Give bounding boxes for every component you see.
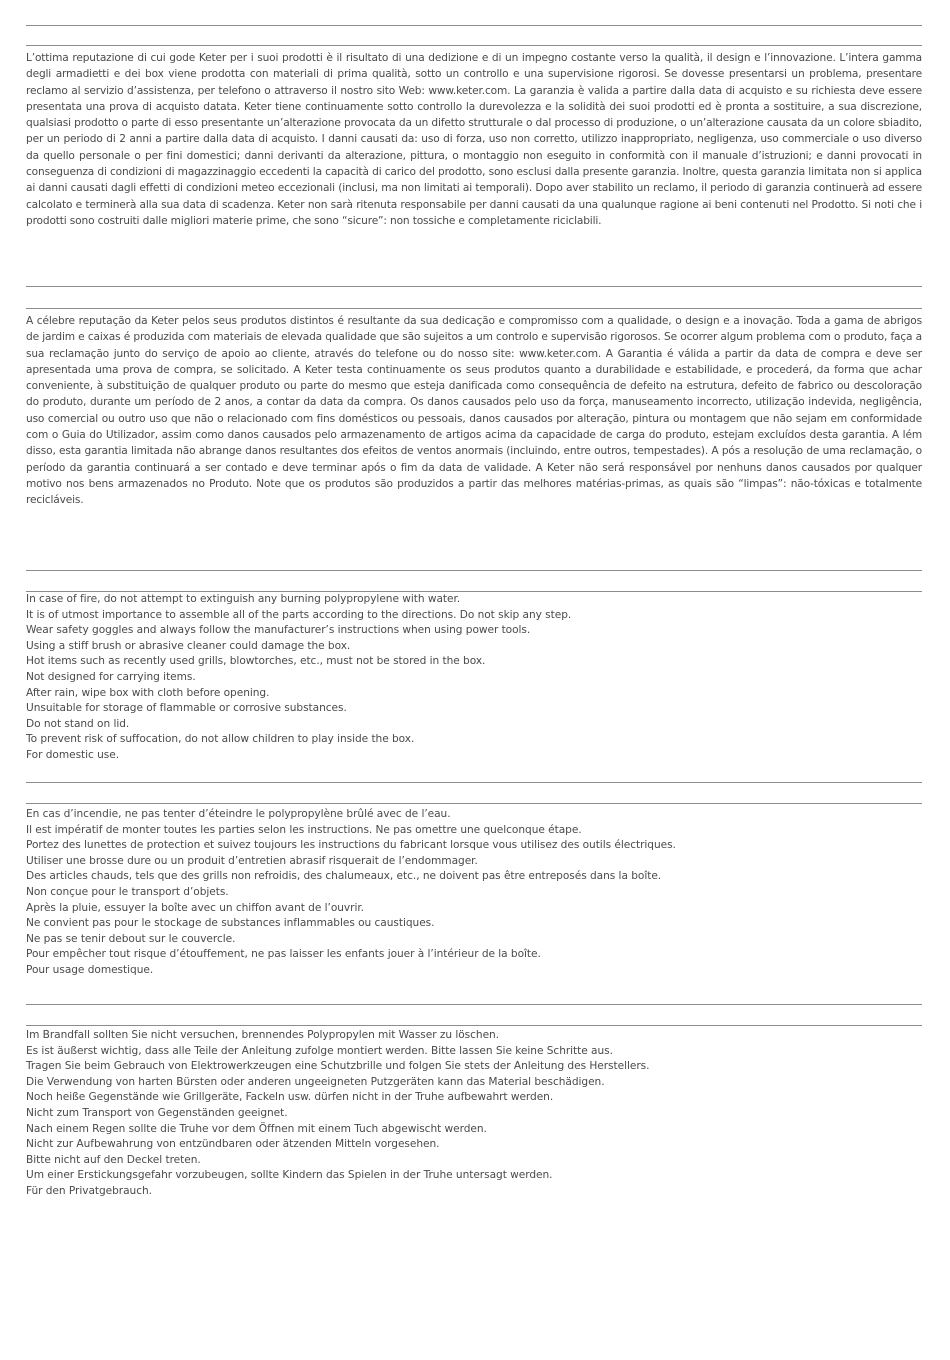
divider bbox=[26, 286, 922, 287]
divider bbox=[26, 1004, 922, 1005]
warranty-paragraph-portuguese: A célebre reputação da Keter pelos seus produtos distintos é resultante da sua dedicação e compromisso com a qualidade, o design e a inovação. Toda a gama de abrigos de jardim e caixas é produzida com materiais de elevada qualidade que são sujeitos a um controlo e supervisão rigorosos. Se ocorrer algum problema com o produto, faça a sua reclamação junto do serviço de apoio ao cliente, através do telefone ou do nosso site: www.keter.com. A Garantia é válida a partir da data de compra e deve ser apresentada uma prova de compra, se solicitado. A Keter testa continuamente os seus produtos quanto a durabilidade e estabilidade, e procederá, da forma que achar conveniente, à substituição de qualquer produto ou parte do mesmo que esteja danificada como consequência de defeito na estrutura, defeito de fabrico ou descoloração do produto, durante um período de 2 anos, a contar da data da compra. Os danos causados pelo uso da força, manuseamento incorrecto, utilização indevida, negligência, uso comercial ou outro uso que não o relacionado com fins domésticos ou pessoais, danos causados por alteração, pintura ou montagem que não sejam em conformidade com o Guia do Utilizador, assim como danos causados pelo armazenamento de artigos acima da capacidade de carga do produto, estejam excluídos desta garantia. A lém disso, esta garantia limitada não abrange danos resultantes dos efeitos de ventos anormais (incluindo, entre outros, tempestades). A pós a resolução de uma reclamação, o período da garantia continuará a ser contado e deve terminar após o fim da data de validade. A Keter não será responsável por nenhuns danos causados por qualquer motivo nos bens armazenados no Produto. Note que os produtos são produzidos a partir das melhores matérias-primas, as quais são “limpas”: não-tóxicas e totalmente recicláveis. bbox=[26, 315, 922, 507]
safety-line: Um einer Erstickungsgefahr vorzubeugen, sollte Kindern das Spielen in der Truhe untersagt werden. bbox=[26, 1169, 553, 1182]
safety-list-english bbox=[26, 592, 922, 764]
safety-line: Utiliser une brosse dure ou un produit d’entretien abrasif risquerait de l’endommager. bbox=[26, 854, 478, 867]
safety-list-german bbox=[26, 1028, 922, 1200]
safety-line: Nicht zum Transport von Gegenständen geeignet. bbox=[26, 1106, 288, 1119]
safety-line: Not designed for carrying items. bbox=[26, 670, 196, 683]
safety-line: Using a stiff brush or abrasive cleaner could damage the box. bbox=[26, 639, 351, 652]
divider bbox=[26, 570, 922, 571]
divider bbox=[26, 25, 922, 26]
safety-line: Die Verwendung von harten Bürsten oder anderen ungeeigneten Putzgeräten kann das Material beschädigen. bbox=[26, 1075, 605, 1088]
safety-line: Ne pas se tenir debout sur le couvercle. bbox=[26, 932, 236, 945]
safety-line: After rain, wipe box with cloth before opening. bbox=[26, 686, 270, 699]
safety-line: Il est impératif de monter toutes les parties selon les instructions. Ne pas omettre une quelconque étape. bbox=[26, 823, 582, 836]
safety-line: Unsuitable for storage of flammable or corrosive substances. bbox=[26, 702, 347, 715]
safety-line: Pour usage domestique. bbox=[26, 963, 154, 976]
warranty-paragraph-italian: L’ottima reputazione di cui gode Keter per i suoi prodotti è il risultato di una dedizione e di un impegno costante verso la qualità, il design e l’innovazione. L’intera gamma degli armadietti e dei box viene prodotta con materiali di prima qualità, sotto un controllo e una supervisione rigorosi. Se dovesse presentarsi un problema, presentare reclamo al servizio d’assistenza, per telefono o attraverso il nostro sito Web: www.keter.com. La garanzia è valida a partire dalla data di acquisto e su richiesta deve essere presentata una prova di acquisto datata. Keter tiene continuamente sotto controllo la durevolezza e la solidità dei suoi prodotti ed è pronta a sostituire, a sua discrezione, qualsiasi prodotto o parte di esso presentante un’alterazione provocata da un difetto strutturale o dal processo di produzione, o un’alterazione causata da un colore sbiadito, per un periodo di 2 anni a partire dalla data di acquisto. I danni causati da: uso di forza, uso non corretto, utilizzo inappropriato, negligenza, uso commerciale o uso diverso da quello personale o per fini domestici; danni derivanti da alterazione, pittura, o montaggio non eseguito in conformità con il manuale d’istruzioni; e danni provocati in conseguenza di condizioni di magazzinaggio eccedenti la capacità di carico del prodotto, sono esclusi dalla presente garanzia. Inoltre, questa garanzia limitata non si applica ai danni causati dagli effetti di condizioni meteo eccezionali (inclusi, ma non limitati ai temporali). Dopo aver stabilito un reclamo, il periodo di garanzia continuerà ad essere calcolato e terminerà alla sua data di scadenza. Keter non sarà ritenuta responsabile per danni causati da una qualunque ragione ai beni contenuti nel Prodotto. Si noti che i prodotti sono costruiti dalle migliori materie prime, che sono “sicure”: non tossiche e completamente riciclabili. bbox=[26, 52, 922, 227]
safety-line: Des articles chauds, tels que des grills non refroidis, des chalumeaux, etc., ne doivent pas être entreposés dans la boîte. bbox=[26, 870, 662, 883]
safety-line: Nach einem Regen sollte die Truhe vor dem Öffnen mit einem Tuch abgewischt werden. bbox=[26, 1122, 487, 1135]
safety-line: To prevent risk of suffocation, do not allow children to play inside the box. bbox=[26, 733, 415, 746]
safety-line: Nicht zur Aufbewahrung von entzündbaren oder ätzenden Mitteln vorgesehen. bbox=[26, 1138, 440, 1151]
divider bbox=[26, 308, 922, 309]
safety-line: Im Brandfall sollten Sie nicht versuchen, brennendes Polypropylen mit Wasser zu löschen. bbox=[26, 1029, 500, 1041]
safety-line: For domestic use. bbox=[26, 748, 120, 761]
safety-line: Tragen Sie beim Gebrauch von Elektrowerkzeugen eine Schutzbrille und folgen Sie stets der Anleitung des Herstellers. bbox=[26, 1060, 650, 1073]
safety-line: Pour empêcher tout risque d’étouffement, ne pas laisser les enfants jouer à l’intérieur de la boîte. bbox=[26, 948, 541, 961]
safety-line: Après la pluie, essuyer la boîte avec un chiffon avant de l’ouvrir. bbox=[26, 901, 364, 914]
safety-line: Do not stand on lid. bbox=[26, 717, 130, 730]
safety-line: Portez des lunettes de protection et suivez toujours les instructions du fabricant lorsque vous utilisez des outils électriques. bbox=[26, 839, 676, 852]
divider bbox=[26, 803, 922, 804]
divider bbox=[26, 45, 922, 46]
safety-line: Bitte nicht auf den Deckel treten. bbox=[26, 1153, 201, 1166]
safety-line: Non conçue pour le transport d’objets. bbox=[26, 885, 229, 898]
divider bbox=[26, 1025, 922, 1026]
safety-line: Ne convient pas pour le stockage de substances inflammables ou caustiques. bbox=[26, 917, 435, 930]
safety-line: In case of fire, do not attempt to extinguish any burning polypropylene with water. bbox=[26, 593, 461, 605]
safety-line: Noch heiße Gegenstände wie Grillgeräte, Fackeln usw. dürfen nicht in der Truhe aufbewahrt werden. bbox=[26, 1091, 554, 1104]
safety-line: Wear safety goggles and always follow the manufacturer’s instructions when using power tools. bbox=[26, 624, 531, 637]
safety-line: Hot items such as recently used grills, blowtorches, etc., must not be stored in the box. bbox=[26, 655, 486, 668]
safety-list-french bbox=[26, 807, 922, 979]
safety-line: It is of utmost importance to assemble all of the parts according to the directions. Do not skip any step. bbox=[26, 608, 572, 621]
safety-line: Es ist äußerst wichtig, dass alle Teile der Anleitung zufolge montiert werden. Bitte lassen Sie keine Schritte aus. bbox=[26, 1044, 613, 1057]
safety-line: Für den Privatgebrauch. bbox=[26, 1184, 152, 1197]
divider bbox=[26, 782, 922, 783]
safety-line: En cas d’incendie, ne pas tenter d’éteindre le polypropylène brûlé avec de l’eau. bbox=[26, 808, 451, 820]
